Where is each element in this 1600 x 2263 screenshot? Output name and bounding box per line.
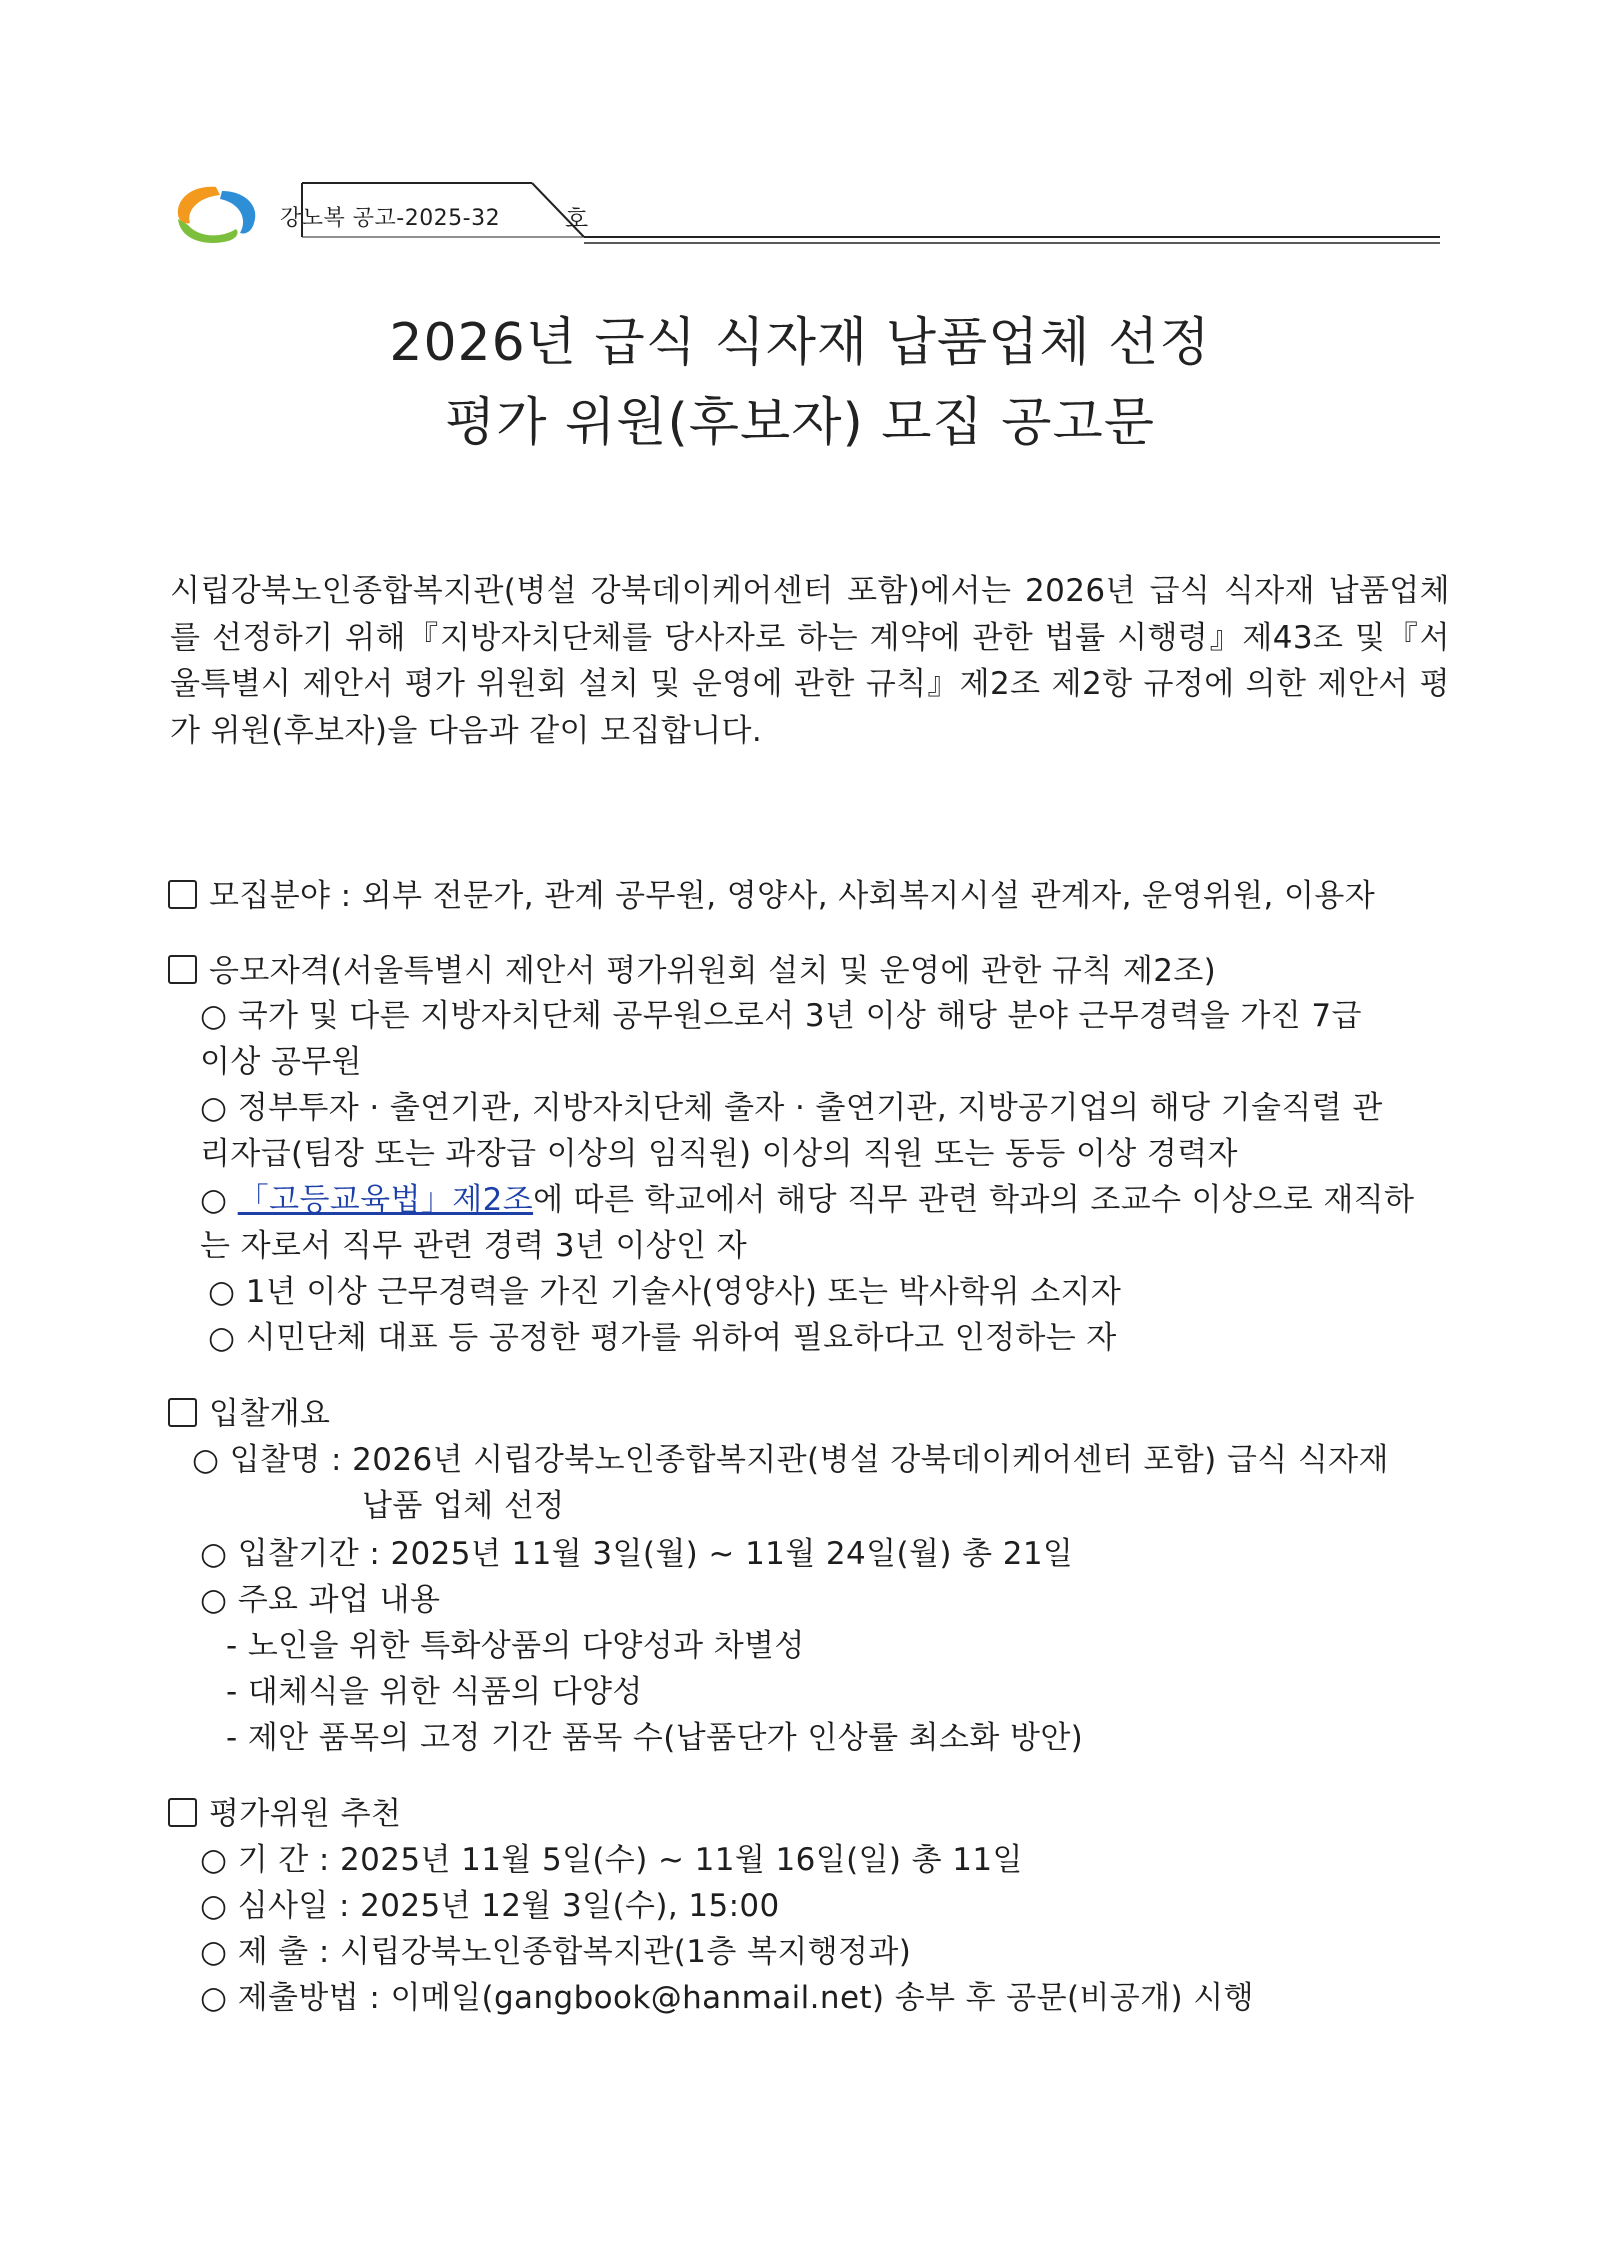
section-qualification: [168, 945, 1216, 990]
bullet-circle: ○: [200, 1182, 238, 1218]
recruit-field-text: 모집분야 : 외부 전문가, 관계 공무원, 영양사, 사회복지시설 관계자, 운영위원, 이용자: [209, 878, 1376, 914]
organization-logo: [170, 179, 262, 249]
section-recommendation: [168, 1788, 401, 1833]
qualification-item-3-text: 에 따른 학교에서 해당 직무 관련 학과의 조교수 이상으로 재직하: [533, 1182, 1415, 1218]
intro-paragraph: 시립강북노인종합복지관(병설 강북데이케어센터 포함)에서는 2026년 급식 식자재 납품업체를 선정하기 위해『지방자치단체를 당사자로 하는 계약에 관한 법률 시행령』제43조 및『서울특별시 제안서 평가 위원회 설치 및 운영에 관한 규칙』제2조 제2항 규정에 의한 제안서 평가 위원(후보자)을 다음과 같이 모집합니다.: [170, 573, 1450, 749]
qualification-item-1-cont: 이상 공무원: [200, 1044, 362, 1080]
qualification-item-2: ○ 정부투자 · 출연기관, 지방자치단체 출자 · 출연기관, 지방공기업의 해당 기술직렬 관: [200, 1090, 1383, 1126]
bid-main-tasks: ○ 주요 과업 내용: [200, 1582, 441, 1618]
recommend-heading: 평가위원 추천: [209, 1796, 402, 1832]
checkbox-square-icon: [168, 1798, 197, 1827]
qualification-item-3-cont: 는 자로서 직무 관련 경력 3년 이상인 자: [200, 1228, 748, 1264]
qualification-item-1: ○ 국가 및 다른 지방자치단체 공무원으로서 3년 이상 해당 분야 근무경력을 가진 7급: [200, 998, 1362, 1034]
document-header: [170, 175, 1440, 255]
section-recruit-field: [168, 870, 1375, 915]
document-number: 강노복 공고-2025-32: [280, 206, 501, 231]
qualification-heading: 응모자격(서울특별시 제안서 평가위원회 설치 및 운영에 관한 규칙 제2조): [209, 953, 1217, 989]
checkbox-square-icon: [168, 955, 197, 984]
section-bid-overview: [168, 1388, 330, 1433]
document-number-suffix: 호: [565, 205, 589, 233]
bid-task-1: - 노인을 위한 특화상품의 다양성과 차별성: [226, 1628, 805, 1664]
recommend-review-date: ○ 심사일 : 2025년 12월 3일(수), 15:00: [200, 1888, 780, 1924]
header-rule: [262, 175, 1442, 255]
bid-task-2: - 대체식을 위한 식품의 다양성: [226, 1674, 643, 1710]
qualification-item-2-cont: 리자급(팀장 또는 과장급 이상의 임직원) 이상의 직원 또는 동등 이상 경력자: [200, 1136, 1238, 1172]
checkbox-square-icon: [168, 880, 197, 909]
checkbox-square-icon: [168, 1398, 197, 1427]
recommend-method: ○ 제출방법 : 이메일(gangbook@hanmail.net) 송부 후 공문(비공개) 시행: [200, 1980, 1254, 2016]
bid-name: ○ 입찰명 : 2026년 시립강북노인종합복지관(병설 강북데이케어센터 포함) 급식 식자재: [192, 1442, 1389, 1478]
page-title-line-1: 2026년 급식 식자재 납품업체 선정: [389, 313, 1211, 373]
qualification-item-4: ○ 1년 이상 근무경력을 가진 기술사(영양사) 또는 박사학위 소지자: [208, 1274, 1122, 1310]
recommend-submit: ○ 제 출 : 시립강북노인종합복지관(1층 복지행정과): [200, 1934, 912, 1970]
qualification-item-5: ○ 시민단체 대표 등 공정한 평가를 위하여 필요하다고 인정하는 자: [208, 1320, 1117, 1356]
qualification-item-3: [200, 1174, 1414, 1219]
higher-education-act-link[interactable]: 「고등교육법」제2조: [237, 1182, 534, 1218]
bid-period: ○ 입찰기간 : 2025년 11월 3일(월) ~ 11월 24일(월) 총 21일: [200, 1536, 1074, 1572]
page-title-line-2: 평가 위원(후보자) 모집 공고문: [445, 393, 1155, 453]
recommend-period: ○ 기 간 : 2025년 11월 5일(수) ~ 11월 16일(일) 총 11일: [200, 1842, 1023, 1878]
bid-task-3: - 제안 품목의 고정 기간 품목 수(납품단가 인상률 최소화 방안): [226, 1720, 1084, 1756]
bid-name-cont: 납품 업체 선정: [362, 1488, 565, 1524]
bid-heading: 입찰개요: [209, 1396, 331, 1432]
